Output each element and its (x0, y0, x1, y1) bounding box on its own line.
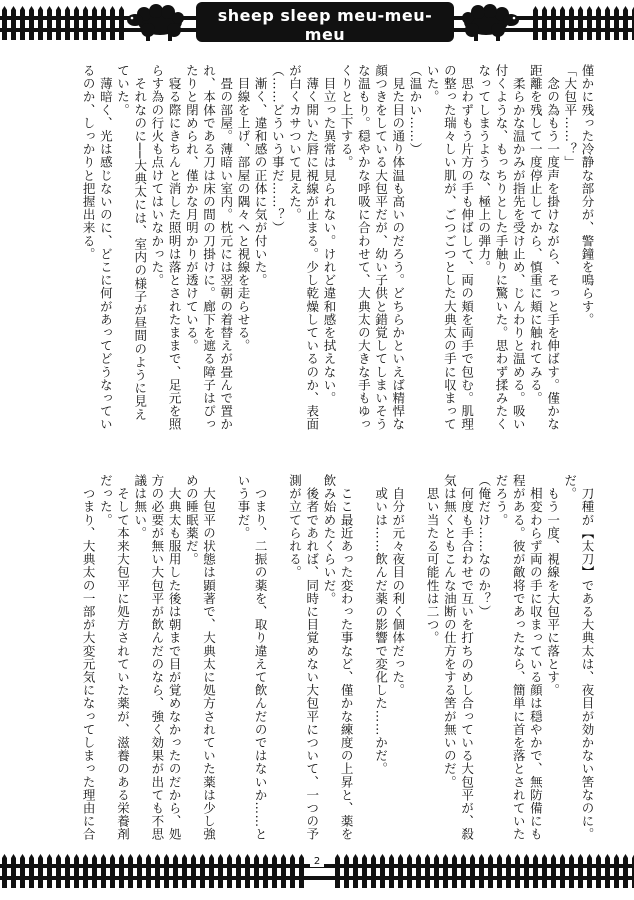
text-line: なってしまうような、極上の弾力。 (476, 64, 492, 274)
fence-picket (20, 6, 25, 40)
fence-picket (380, 854, 385, 888)
text-line: そして本来大包平に処方されていた薬が、滋養のある栄養剤 (115, 474, 131, 841)
fence-picket (56, 854, 61, 888)
fence-picket (56, 6, 61, 40)
text-line: 相変わらず両の手に収まっている顔は穏やかで、無防備にも (528, 474, 544, 841)
text-line: 寝る際にきちんと消した照明は落とされたままで、足元を照 (167, 64, 183, 431)
fence-picket (101, 854, 106, 888)
fence-picket (200, 854, 205, 888)
fence-picket (551, 6, 556, 40)
fence-picket (119, 854, 124, 888)
fence-picket (110, 6, 115, 40)
text-line (269, 474, 286, 854)
text-line: 方の必要が無い大包平が飲んだのなら、強く効果が出ても不思 (149, 474, 165, 841)
fence-picket (515, 854, 520, 888)
fence-picket (47, 6, 52, 40)
text-line: たりと閉められ、僅かな月明かりが透けている。 (184, 64, 200, 353)
fence-picket (623, 6, 628, 40)
fence-picket (533, 854, 538, 888)
fence-picket (146, 854, 151, 888)
fence-picket (614, 854, 619, 888)
fence-picket (65, 6, 70, 40)
text-line: 思い当たる可能性は二つ。 (425, 474, 441, 645)
text-line: 或いは……飲んだ薬の影響で変化した……かだ。 (373, 474, 389, 776)
fence-picket (110, 854, 115, 888)
text-line: 漸く、違和感の正体に気が付いた。 (253, 64, 269, 287)
text-line: だった。 (98, 474, 114, 527)
fence-picket (524, 854, 529, 888)
text-line: 大典太も服用した後は朝まで目が覚めなかったのだから、処 (167, 474, 183, 841)
fence-picket (83, 6, 88, 40)
text-line: つまり、二振の薬を、取り違えて飲んだのではないか……と (253, 474, 269, 841)
text-line: 薄く開いた唇に視線が止まる。少し乾燥しているのか、表面 (304, 64, 320, 431)
fence-picket (389, 854, 394, 888)
body-text-lower (80, 474, 596, 854)
fence-picket (479, 854, 484, 888)
fence-picket (83, 854, 88, 888)
sheep-right-icon (456, 2, 520, 42)
fence-picket (182, 854, 187, 888)
text-line: れ、本体である刀は床の間の刀掛けに。廊下を遮る障子はぴっ (201, 64, 217, 431)
fence-picket (281, 854, 286, 888)
text-line: らす為の行火も点けてはいなかった。 (149, 64, 165, 287)
text-line: それなのに──大典太には、室内の様子が昼間のように見え (132, 64, 148, 421)
fence-picket (263, 854, 268, 888)
sheep-left-icon (126, 2, 190, 42)
fence-picket (38, 6, 43, 40)
text-line: 念の為もう一度声を掛けながら、そっと手を伸ばす。僅かな (545, 64, 561, 431)
fence-picket (227, 854, 232, 888)
fence-picket (74, 6, 79, 40)
text-line: 畳の部屋。薄暗い室内。枕元には翌朝の着替えが畳んで置か (218, 64, 234, 431)
fence-picket (623, 854, 628, 888)
fence-picket (398, 854, 403, 888)
text-line: 見た目の通り体温も高いのだろう。どちらかといえば精悍な (390, 64, 406, 431)
text-line: 大包平の状態は顕著で、大典太に処方されていた薬は少し強 (201, 474, 217, 841)
text-line: ここ最近あった変わった事など、僅かな練度の上昇と、薬を (339, 474, 355, 841)
text-line: いた。 (425, 64, 441, 104)
fence-picket (245, 854, 250, 888)
fence-picket (605, 854, 610, 888)
fence-picket (29, 854, 34, 888)
fence-picket (2, 854, 7, 888)
fence-picket (101, 6, 106, 40)
text-line (407, 474, 424, 854)
text-line: 気は無くともこんな油断の仕方をする筈が無いのだ。 (442, 474, 458, 789)
fence-picket (2, 6, 7, 40)
fence-picket (290, 854, 295, 888)
fence-picket (569, 854, 574, 888)
fence-picket (272, 854, 277, 888)
text-line: 僅かに残った冷静な部分が、警鐘を鳴らす。 (580, 64, 595, 326)
fence-picket (578, 6, 583, 40)
text-line: つまり、大典太の一部が大変元気になってしまった理由に合 (81, 474, 97, 841)
text-line: もう一度、視線を大包平に落とす。 (545, 474, 561, 697)
fence-picket (173, 854, 178, 888)
fence-picket (362, 854, 367, 888)
header-title: sheep sleep meu-meu-meu (217, 6, 433, 44)
text-line: 後者であれば、同時に目覚めない大包平について、一つの予 (304, 474, 320, 841)
fence-picket (29, 6, 34, 40)
fence-picket (65, 854, 70, 888)
fence-picket (443, 854, 448, 888)
text-line: （温かい……） (407, 64, 423, 156)
page-number: 2 (310, 856, 324, 867)
fence-picket (371, 854, 376, 888)
text-line: 柔らかな温かみが指先を受け止め、じんわりと温める。吸い (511, 64, 527, 431)
text-line: 測が立てられる。 (287, 474, 303, 579)
text-line: 距離を残して一度停止してから、慎重に頬に触れてみる。 (528, 64, 544, 405)
fence-picket (407, 854, 412, 888)
fence-picket (191, 854, 196, 888)
fence-picket (11, 854, 16, 888)
text-line: 顔つきをしている大包平だが、幼い子供と錯覚してしまいそう (373, 64, 389, 431)
text-line: 「大包平……？」 (562, 64, 578, 169)
text-line: 程がある。彼が敵将であったなら、簡単に首を落とされていた (511, 474, 527, 841)
fence-picket (128, 854, 133, 888)
fence-picket (425, 854, 430, 888)
text-line (218, 474, 235, 854)
text-line: 目線を上げ、部屋の隅々へと視線を走らせる。 (235, 64, 251, 353)
fence-picket (119, 6, 124, 40)
fence-picket (605, 6, 610, 40)
fence-picket (542, 854, 547, 888)
text-line: 自分が元々夜目の利く個体だった。 (390, 474, 406, 697)
fence-picket (11, 6, 16, 40)
fence-picket (560, 6, 565, 40)
fence-picket (344, 854, 349, 888)
fence-picket (578, 854, 583, 888)
text-line: いう事だ。 (235, 474, 251, 540)
text-line: 刀種が【太刀】である大典太は、夜目が効かない筈なのに。 (580, 474, 595, 841)
text-line: 飲み始めたくらいだ。 (321, 474, 337, 605)
fence-picket (416, 854, 421, 888)
fence-picket (470, 854, 475, 888)
fence-picket (551, 854, 556, 888)
fence-picket (38, 854, 43, 888)
fence-picket (542, 6, 547, 40)
fence-picket (335, 854, 340, 888)
text-line: 思わずもう片方の手も伸ばして、両の頬を両手で包む。肌理 (459, 64, 475, 431)
text-line: ていた。 (115, 64, 131, 117)
fence-picket (596, 854, 601, 888)
fence-picket (47, 854, 52, 888)
fence-picket (254, 854, 259, 888)
text-line: 付くような、もっちりとした手触りに驚いた。思わず揉みたく (493, 64, 509, 431)
fence-picket (236, 854, 241, 888)
fence-picket (434, 854, 439, 888)
fence-picket (92, 854, 97, 888)
fence-picket (92, 6, 97, 40)
text-line: だ。 (562, 474, 578, 501)
fence-picket (137, 854, 142, 888)
fence-picket (452, 854, 457, 888)
fence-picket (218, 854, 223, 888)
fence-picket (533, 6, 538, 40)
fence-picket (587, 6, 592, 40)
text-line: くりと上下する。 (339, 64, 355, 169)
text-line: 薄暗く、光は感じないのに、どこに何があってどうなってい (98, 64, 114, 431)
fence-picket (209, 854, 214, 888)
fence-picket (353, 854, 358, 888)
body-text-upper (80, 64, 596, 444)
text-line: （……どういう事だ……？） (270, 64, 286, 235)
fence-picket (560, 854, 565, 888)
fence-picket (497, 854, 502, 888)
text-line: だろう。 (493, 474, 509, 527)
text-line: が白くカサついて見えた。 (287, 64, 303, 222)
text-line: るのか、しっかりと把握出来る。 (81, 64, 97, 261)
fence-picket (506, 854, 511, 888)
text-line: めの睡眠薬だ。 (184, 474, 200, 566)
text-line: （俺だけ……なのか？） (476, 474, 492, 619)
fence-picket (461, 854, 466, 888)
fence-picket (614, 6, 619, 40)
text-line: の整った瑞々しい肌が、ごつごつとした大典太の手に収まって (442, 64, 458, 431)
text-line: 議は無い。 (132, 474, 148, 540)
fence-picket (299, 854, 304, 888)
fence-picket (20, 854, 25, 888)
text-line: な温もり。穏やかな呼吸に合わせて、大典太の大きな手もゆっ (356, 64, 372, 431)
fence-picket (74, 854, 79, 888)
text-line: 目立った異常は見られない。けれど違和感を拭えない。 (321, 64, 337, 405)
fence-picket (155, 854, 160, 888)
fence-picket (569, 6, 574, 40)
text-line (355, 474, 372, 854)
fence-picket (488, 854, 493, 888)
fence-picket (587, 854, 592, 888)
text-line: 何度も手合わせで互いを打ちのめし合っている大包平が、殺 (459, 474, 475, 841)
fence-picket (596, 6, 601, 40)
fence-picket (164, 854, 169, 888)
